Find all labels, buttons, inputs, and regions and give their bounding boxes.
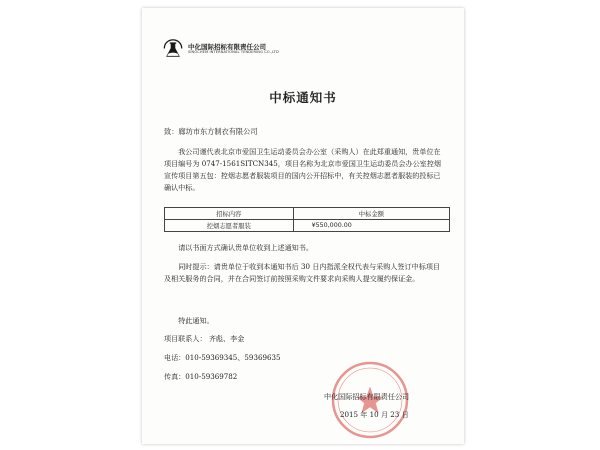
contact-fax: 传真：010-59369782 xyxy=(164,372,238,381)
closing-text: 特此通知。 xyxy=(178,316,214,325)
table-cell-content: 控烟志愿者服装 xyxy=(165,220,294,232)
signature-company: 中化国际招标有限责任公司 xyxy=(324,392,410,401)
contact-person: 项目联系人： 齐彪、李金 xyxy=(164,334,245,343)
addressee: 致：廊坊市东方制衣有限公司 xyxy=(164,127,258,136)
confirm-paragraph xyxy=(164,242,446,254)
table-header-cell: 中标金额 xyxy=(293,208,449,220)
logo-name-cn: 中化国际招标有限责任公司 xyxy=(188,42,266,51)
confirm-text: 请以书面方式确认贵单位收到上述通知书。 xyxy=(178,243,313,252)
notice-text: 同时提示：请贵单位于收到本通知书后 30 日内指派全权代表与采购人签订中标项目及相关服务的合同，并在合同签订前按照采购文件要求向采购人提交履约保证金。 xyxy=(164,262,441,283)
notice-document xyxy=(142,8,464,444)
closing-paragraph xyxy=(164,315,446,327)
notice-paragraph xyxy=(164,261,446,285)
table-header-row xyxy=(165,208,450,220)
flask-logo-icon xyxy=(162,38,184,60)
table-row xyxy=(165,220,450,232)
signature-date: 2015 年 10 月 23 日 xyxy=(340,410,409,419)
logo-name-en: SINOCHEM INTERNATIONAL TENDERING CO.,LTD xyxy=(188,49,279,54)
table-header-cell: 招标内容 xyxy=(165,208,294,220)
contact-phone: 电话：010-59369345、59369635 xyxy=(164,353,281,362)
award-table xyxy=(164,207,450,232)
intro-paragraph xyxy=(164,146,446,194)
document-title: 中标通知书 xyxy=(269,90,337,105)
table-cell-amount: ¥550,000.00 xyxy=(293,220,449,232)
company-logo xyxy=(162,38,279,60)
intro-text: 我公司谨代表北京市爱国卫生运动委员会办公室（采购人）在此郑重通知，贵单位在项目编号为 0747-1561SITCN345，项目名称为北京市爱国卫生运动委员会办公室控烟宣传项目第五包：控烟志愿者服装项目的国内公开招标中，有关控烟志愿者服装的投标已确认中标。 xyxy=(164,147,441,192)
